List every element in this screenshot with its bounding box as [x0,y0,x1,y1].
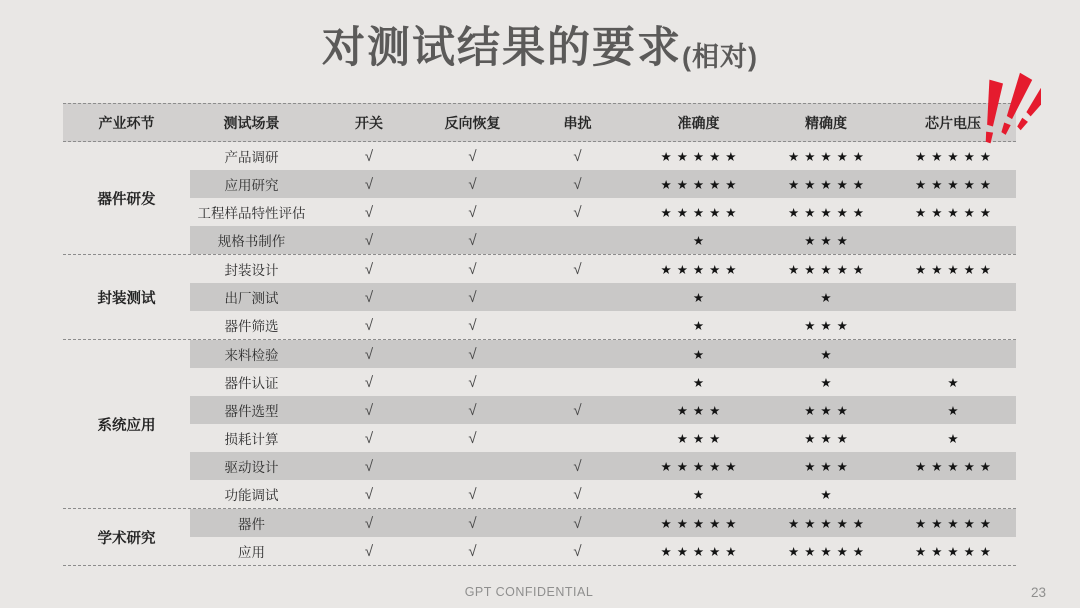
stars-cell-accuracy: ★ [692,347,710,362]
stars-cell-precision: ★★★★★ [787,177,870,192]
stars-cell-chip-voltage: ★★★★★ [914,516,997,531]
stars-cell-chip-voltage: ★★★★★ [914,177,997,192]
table-header-row [63,103,1016,142]
title-suffix: (相对) [682,42,758,72]
stars-cell-precision: ★★★ [804,233,853,248]
group-rows [190,509,1016,565]
requirements-table [63,103,1016,566]
stars-cell-accuracy: ★★★ [676,431,726,446]
stars-cell-accuracy: ★ [692,375,710,390]
stars-cell-precision: ★★★ [804,318,853,333]
group-label: 学术研究 [97,530,156,547]
confidential-label: GPT CONFIDENTIAL [464,585,594,599]
scenario-cell: 器件筛选 [224,319,279,334]
check-cell-reverse-recovery: √ [468,147,477,165]
scenario-cell: 器件选型 [224,404,279,419]
scenario-cell: 产品调研 [224,150,279,165]
check-cell-crosstalk: √ [573,260,582,278]
check-cell-crosstalk: √ [573,485,582,503]
table-row [190,368,1016,396]
stars-cell-precision: ★ [820,375,837,390]
stars-cell-accuracy: ★★★★★ [660,459,742,474]
stars-cell-chip-voltage: ★★★★★ [914,149,997,164]
group-rows [190,255,1016,339]
table-row [190,480,1016,508]
col-header-switch: 开关 [355,114,383,131]
check-cell-reverse-recovery: √ [468,231,477,249]
check-cell-reverse-recovery: √ [468,203,477,221]
scenario-cell: 来料检验 [224,348,279,363]
stars-cell-chip-voltage: ★★★★★ [914,544,997,559]
scenario-cell: 功能调试 [224,488,279,503]
check-cell-switch: √ [364,373,374,391]
check-cell-reverse-recovery: √ [468,260,477,278]
stars-cell-chip-voltage: ★★★★★ [914,262,997,277]
group-industry-stage-2 [63,340,1016,509]
table-row [190,255,1016,283]
group-label: 器件研发 [97,191,156,208]
stars-cell-accuracy: ★★★★★ [660,516,742,531]
check-cell-switch: √ [364,316,374,334]
table-row [190,170,1016,198]
check-cell-reverse-recovery: √ [468,288,477,306]
table-row [190,340,1016,368]
check-cell-reverse-recovery: √ [468,373,477,391]
stars-cell-accuracy: ★ [692,318,710,333]
scenario-cell: 出厂测试 [224,291,279,306]
group-rows [190,142,1016,254]
check-cell-crosstalk: √ [573,175,582,193]
stars-cell-precision: ★★★ [804,403,853,418]
scenario-cell: 损耗计算 [224,432,279,447]
table-row [190,142,1016,170]
stars-cell-precision: ★★★★★ [787,149,870,164]
check-cell-reverse-recovery: √ [468,316,477,334]
stars-cell-precision: ★★★ [804,431,853,446]
check-cell-switch: √ [364,345,374,363]
col-header-precision: 精确度 [805,114,847,131]
table-row [190,509,1016,537]
check-cell-switch: √ [364,457,374,475]
check-cell-switch: √ [364,514,374,532]
table-row [190,226,1016,254]
check-cell-crosstalk: √ [573,147,582,165]
stars-cell-accuracy: ★★★ [676,403,726,418]
check-cell-crosstalk: √ [573,514,582,532]
check-cell-switch: √ [364,147,374,165]
stars-cell-precision: ★ [820,290,837,305]
scenario-cell: 器件 [238,517,265,532]
table-row [190,396,1016,424]
stars-cell-chip-voltage: ★ [947,375,964,390]
page-title [0,14,1080,75]
stars-cell-precision: ★ [820,487,837,502]
stars-cell-precision: ★★★★★ [787,516,870,531]
table-body [63,142,1016,566]
check-cell-reverse-recovery: √ [468,542,477,560]
stars-cell-accuracy: ★ [692,487,710,502]
check-cell-switch: √ [364,231,374,249]
check-cell-crosstalk: √ [573,542,582,560]
table-row [190,537,1016,565]
check-cell-switch: √ [364,260,374,278]
col-header-crosstalk: 串扰 [563,114,592,131]
check-cell-switch: √ [364,401,374,419]
stars-cell-accuracy: ★★★★★ [660,177,742,192]
check-cell-crosstalk: √ [573,203,582,221]
group-rows [190,340,1016,508]
stars-cell-precision: ★★★★★ [787,205,870,220]
stars-cell-accuracy: ★★★★★ [660,544,742,559]
check-cell-reverse-recovery: √ [468,175,477,193]
col-header-reverse-recovery: 反向恢复 [444,114,501,131]
scenario-cell: 规格书制作 [217,234,286,249]
stars-cell-chip-voltage: ★★★★★ [914,459,997,474]
stars-cell-accuracy: ★ [692,233,710,248]
table-row [190,283,1016,311]
scenario-cell: 应用研究 [224,178,279,193]
scenario-cell: 驱动设计 [224,460,279,475]
check-cell-switch: √ [364,542,374,560]
group-label: 封装测试 [97,290,156,307]
table-row [190,452,1016,480]
check-cell-switch: √ [364,203,374,221]
scenario-cell: 工程样品特性评估 [197,206,306,221]
scenario-cell: 封装设计 [224,263,279,278]
stars-cell-chip-voltage: ★★★★★ [914,205,997,220]
col-header-chip-voltage: 芯片电压 [925,114,981,131]
page-number: 23 [1030,585,1046,600]
stars-cell-precision: ★★★★★ [787,262,870,277]
group-industry-stage-1 [63,255,1016,340]
stars-cell-chip-voltage: ★ [947,403,964,418]
stars-cell-precision: ★★★★★ [787,544,870,559]
check-cell-reverse-recovery: √ [468,429,477,447]
check-cell-switch: √ [364,175,374,193]
table-row [190,424,1016,452]
col-header-test-scenario: 测试场景 [223,114,280,131]
stars-cell-chip-voltage: ★ [947,431,964,446]
check-cell-reverse-recovery: √ [468,401,477,419]
check-cell-switch: √ [364,485,374,503]
table-row [190,311,1016,339]
group-label: 系统应用 [97,417,156,434]
check-cell-reverse-recovery: √ [468,485,477,503]
check-cell-reverse-recovery: √ [468,514,477,532]
stars-cell-accuracy: ★★★★★ [660,205,742,220]
triple-exclamation-icon [981,64,1041,150]
stars-cell-precision: ★ [820,347,837,362]
stars-cell-accuracy: ★★★★★ [660,262,742,277]
check-cell-crosstalk: √ [573,457,582,475]
group-industry-stage-0 [63,142,1016,255]
stars-cell-precision: ★★★ [804,459,853,474]
group-industry-stage-3 [63,509,1016,566]
scenario-cell: 器件认证 [224,376,279,391]
scenario-cell: 应用 [238,545,265,560]
title-main: 对测试结果的要求 [322,24,682,72]
check-cell-switch: √ [364,429,374,447]
stars-cell-accuracy: ★★★★★ [660,149,742,164]
table-row [190,198,1016,226]
stars-cell-accuracy: ★ [692,290,710,305]
check-cell-crosstalk: √ [573,401,582,419]
col-header-accuracy: 准确度 [677,114,720,131]
col-header-industry-stage: 产业环节 [98,114,155,131]
check-cell-switch: √ [364,288,374,306]
check-cell-reverse-recovery: √ [468,345,477,363]
